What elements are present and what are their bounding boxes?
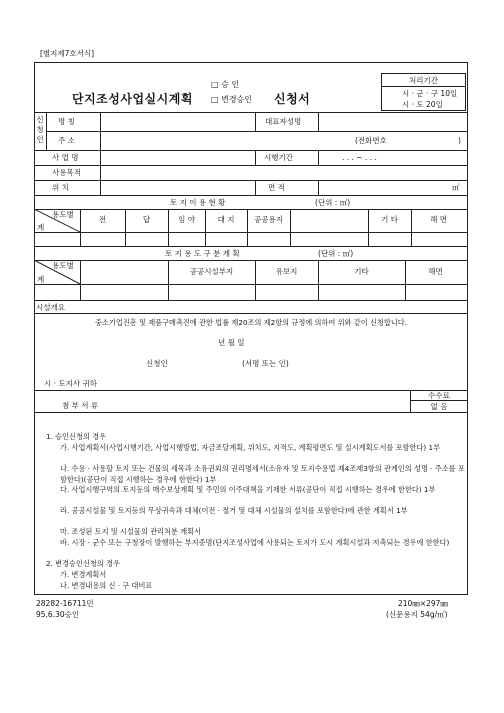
processing-period-label: 처리기간 [409,76,438,85]
purpose-label: 사용목적 [52,168,81,177]
land-use-plan-col: 기타 [354,267,369,276]
attachments-label: 첨 부 서 류 [62,401,99,410]
note-item: 가. 사업계획서(사업시행기간, 사업시행방법, 자금조달계획, 위치도, 지적도, 계획평면도 및 실시계획도서를 포함한다) 1부 [60,443,441,452]
applicant-address-label: 주 소 [58,136,75,145]
project-period-value[interactable]: . . . ~ . . . [342,153,377,162]
land-use-status-col: 전 [98,215,107,224]
note-item: 다. 사업시행구역의 토지등의 매수보상계획 및 주민의 이주대책을 기재한 서류(공단이 직접 시행하는 경우에 한한다) 1부 [60,485,436,494]
phone-label: (전화번호 [355,136,387,145]
location-field[interactable] [101,181,254,194]
fee-value: 없 음 [430,402,448,411]
footer-code: 28282-16711민 [36,599,94,608]
fee-label: 수수료 [428,391,450,400]
land-use-status-col: 기 타 [381,215,398,224]
representative-label: 대표자성명 [265,117,302,126]
land-use-status-col: 대 지 [217,215,235,224]
facility-overview-label: 시설개요 [36,303,65,312]
form-title-suffix: 신청서 [274,92,311,106]
footer-paper: (신문용지 54g/㎡) [386,610,448,619]
footer-size: 210㎜×297㎜ [398,599,448,608]
land-use-plan-col: 공공시설부지 [189,267,234,276]
form-title: 단지조성사업실시계획 [72,92,193,106]
project-name-field[interactable] [101,151,254,164]
applicant-side-label: 신 청 인 [36,115,44,144]
land-use-status-col: 임 야 [178,215,195,224]
note-item: 가. 변경계획서 [60,570,107,579]
approval-option-change[interactable]: □ 변경승인 [211,95,253,104]
area-unit: ㎡ [452,183,460,192]
approval-option-approve[interactable]: □ 승 인 [211,80,240,89]
land-use-plan-diag-bottom: 계 [37,275,45,284]
applicant-name-label: 명 칭 [58,117,75,126]
project-period-label: 시행기간 [264,153,293,162]
note-item: 바. 시장 · 군수 또는 구청장이 발행하는 부지증명(단지조성사업에 사용되는 토지가 도시 계획시설과 저촉되는 경우에 한한다) [60,538,450,547]
representative-field[interactable] [319,113,466,130]
land-use-plan-diag-top: 용도별 [52,261,74,270]
land-use-plan-col: 해면 [428,267,443,276]
note-item: 마. 조성된 토지 및 시설물의 관리처분 계획서 [60,527,201,536]
processing-period-city: 시 · 군 · 구 10일 [402,89,458,98]
land-use-status-diag-top: 용도별 [52,210,74,219]
addressee: 시 · 도지사 귀하 [44,379,98,388]
form-code: [별지제7호서식] [40,49,95,58]
note-item: 나. 수용 · 사용할 토지 또는 건물의 세목과 소유권외의 권리명세서(소유자 및 토지수용법 제4조제3항의 관계인의 성명 · 주소를 포함한다)(공단이 직접 시행하는 경우에 한한다) 1부 [60,464,465,484]
land-use-status-unit: (단위 : ㎡) [315,198,351,207]
land-use-plan-header: 토 지 용 도 구 분 계 획 [165,249,240,258]
note-section-1: 1. 승인신청의 경우 [46,432,107,441]
location-label: 위 치 [52,183,69,192]
land-use-plan-unit: (단위 : ㎡) [318,249,354,258]
land-use-status-col: 공공용지 [254,215,283,224]
purpose-field[interactable] [101,166,466,179]
project-name-label: 사 업 명 [52,153,79,162]
date-line[interactable]: 년 월 일 [218,338,245,347]
note-item: 라. 공공시설물 및 토지등의 무상귀속과 대체(이전 · 철거 및 대체 시설물의 설치를 포함한다)에 관한 계획서 1부 [60,506,408,515]
signer-signature-note[interactable]: (서명 또는 인) [242,359,289,368]
applicant-name-field[interactable] [101,113,254,130]
phone-close: ) [458,136,461,145]
land-use-plan-col: 유보지 [275,267,298,276]
land-use-status-col: 해 면 [430,215,447,224]
note-section-2: 2. 변경승인신청의 경우 [46,559,120,568]
declaration-text: 중소기업진흥 및 제품구매촉진에 관한 법률 제20조의 제2항의 규정에 의하여 위와 같이 신청합니다. [95,318,407,327]
signer-label: 신청인 [146,359,168,368]
land-use-status-diag-bottom: 계 [37,223,45,232]
area-label: 면 적 [268,183,285,192]
processing-period-province: 시 · 도 20일 [402,100,443,109]
applicant-address-field[interactable] [101,132,351,149]
footer-approval: 95.6.30승인 [36,610,80,619]
land-use-status-col: 답 [142,215,151,224]
land-use-status-header: 토 지 이 용 현 황 [170,198,226,207]
note-item: 나. 변경내용의 신 · 구 대비표 [60,581,153,590]
